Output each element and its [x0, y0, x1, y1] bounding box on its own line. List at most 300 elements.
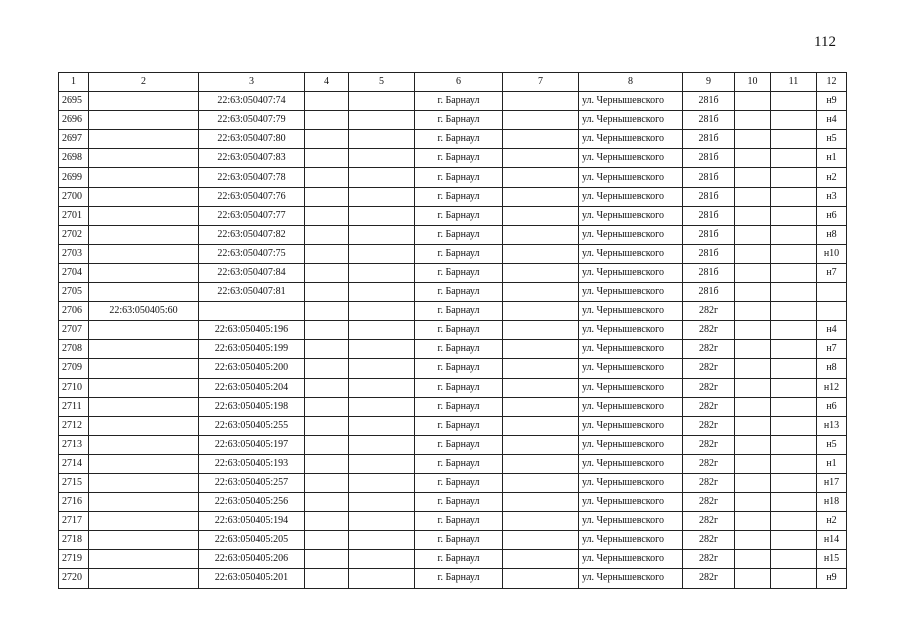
table-cell: 282г: [683, 397, 735, 416]
table-cell: [771, 187, 817, 206]
table-cell: [305, 512, 349, 531]
table-cell: 281б: [683, 244, 735, 263]
table-cell: н13: [817, 416, 847, 435]
table-cell: [771, 130, 817, 149]
table-cell: ул. Чернышевского: [579, 263, 683, 282]
table-cell: [735, 130, 771, 149]
table-cell: [735, 149, 771, 168]
table-cell: [349, 359, 415, 378]
table-cell: г. Барнаул: [415, 550, 503, 569]
table-cell: [735, 168, 771, 187]
table-cell: н2: [817, 512, 847, 531]
table-cell: 282г: [683, 531, 735, 550]
table-cell: [89, 416, 199, 435]
column-header: 10: [735, 73, 771, 92]
table-cell: ул. Чернышевского: [579, 92, 683, 111]
table-cell: г. Барнаул: [415, 321, 503, 340]
table-cell: ул. Чернышевского: [579, 493, 683, 512]
table-cell: [89, 359, 199, 378]
table-cell: [89, 283, 199, 302]
table-cell: [349, 493, 415, 512]
table-cell: 22:63:050405:198: [199, 397, 305, 416]
table-cell: 2715: [59, 473, 89, 492]
table-cell: г. Барнаул: [415, 473, 503, 492]
table-cell: [349, 130, 415, 149]
table-cell: [771, 302, 817, 321]
table-cell: ул. Чернышевского: [579, 512, 683, 531]
table-cell: ул. Чернышевского: [579, 302, 683, 321]
table-cell: ул. Чернышевского: [579, 206, 683, 225]
table-cell: [735, 244, 771, 263]
table-cell: 22:63:050405:196: [199, 321, 305, 340]
table-cell: г. Барнаул: [415, 92, 503, 111]
table-cell: 282г: [683, 435, 735, 454]
table-cell: [503, 321, 579, 340]
table-cell: [503, 359, 579, 378]
table-cell: г. Барнаул: [415, 302, 503, 321]
table-cell: [735, 206, 771, 225]
table-cell: г. Барнаул: [415, 531, 503, 550]
table-cell: [503, 206, 579, 225]
table-cell: 2709: [59, 359, 89, 378]
table-cell: [735, 111, 771, 130]
table-cell: [771, 111, 817, 130]
table-cell: 22:63:050405:60: [89, 302, 199, 321]
table-cell: 2707: [59, 321, 89, 340]
table-cell: г. Барнаул: [415, 512, 503, 531]
table-cell: [735, 454, 771, 473]
table-cell: [503, 454, 579, 473]
table-cell: [771, 454, 817, 473]
table-cell: г. Барнаул: [415, 225, 503, 244]
table-cell: [735, 435, 771, 454]
table-cell: [771, 531, 817, 550]
table-cell: 22:63:050407:78: [199, 168, 305, 187]
table-cell: [771, 340, 817, 359]
table-cell: г. Барнаул: [415, 340, 503, 359]
table-cell: [503, 435, 579, 454]
table-cell: [771, 378, 817, 397]
table-cell: [735, 283, 771, 302]
table-cell: г. Барнаул: [415, 168, 503, 187]
table-cell: [89, 187, 199, 206]
table-cell: [305, 321, 349, 340]
table-cell: 282г: [683, 302, 735, 321]
table-cell: н1: [817, 149, 847, 168]
table-cell: [735, 378, 771, 397]
table-cell: н2: [817, 168, 847, 187]
table-cell: г. Барнаул: [415, 206, 503, 225]
table-cell: 2696: [59, 111, 89, 130]
table-cell: 282г: [683, 512, 735, 531]
column-header: 3: [199, 73, 305, 92]
table-cell: 22:63:050405:255: [199, 416, 305, 435]
table-cell: 282г: [683, 378, 735, 397]
table-cell: [305, 340, 349, 359]
table-cell: [349, 550, 415, 569]
table-cell: г. Барнаул: [415, 130, 503, 149]
table-row: [59, 454, 847, 473]
table-cell: [89, 111, 199, 130]
table-cell: [735, 187, 771, 206]
column-header: 9: [683, 73, 735, 92]
table-cell: 281б: [683, 225, 735, 244]
table-cell: [89, 550, 199, 569]
table-cell: 282г: [683, 493, 735, 512]
table-cell: [305, 225, 349, 244]
table-cell: [349, 454, 415, 473]
table-cell: 281б: [683, 168, 735, 187]
table-cell: 282г: [683, 359, 735, 378]
table-cell: 282г: [683, 340, 735, 359]
table-cell: 22:63:050407:77: [199, 206, 305, 225]
table-cell: [349, 263, 415, 282]
table-cell: [89, 92, 199, 111]
table-cell: 22:63:050407:82: [199, 225, 305, 244]
table-cell: ул. Чернышевского: [579, 397, 683, 416]
table-row: [59, 531, 847, 550]
table-cell: ул. Чернышевского: [579, 111, 683, 130]
table-cell: 22:63:050405:201: [199, 569, 305, 588]
table-cell: [305, 454, 349, 473]
table-cell: 2708: [59, 340, 89, 359]
table-cell: [771, 321, 817, 340]
table-cell: [305, 569, 349, 588]
column-header: 7: [503, 73, 579, 92]
table-cell: [89, 340, 199, 359]
table-cell: [771, 359, 817, 378]
table-cell: [503, 130, 579, 149]
table-row: [59, 111, 847, 130]
table-cell: [771, 473, 817, 492]
table-cell: ул. Чернышевского: [579, 225, 683, 244]
table-cell: [349, 187, 415, 206]
table-cell: [305, 283, 349, 302]
table-cell: ул. Чернышевского: [579, 378, 683, 397]
table-cell: 22:63:050405:193: [199, 454, 305, 473]
table-cell: 282г: [683, 321, 735, 340]
table-cell: [89, 512, 199, 531]
table-cell: [89, 321, 199, 340]
column-header: 2: [89, 73, 199, 92]
table-cell: н5: [817, 130, 847, 149]
table-cell: [305, 359, 349, 378]
table-cell: [349, 473, 415, 492]
table-cell: [735, 569, 771, 588]
table-cell: г. Барнаул: [415, 397, 503, 416]
table-cell: [349, 512, 415, 531]
table-cell: [503, 263, 579, 282]
table-row: [59, 512, 847, 531]
table-cell: [349, 340, 415, 359]
table-cell: [89, 378, 199, 397]
column-header: 1: [59, 73, 89, 92]
table-cell: [735, 397, 771, 416]
table-cell: 2719: [59, 550, 89, 569]
table-cell: [89, 263, 199, 282]
column-header: 11: [771, 73, 817, 92]
table-cell: 22:63:050405:256: [199, 493, 305, 512]
table-cell: [771, 225, 817, 244]
table-cell: [503, 283, 579, 302]
table-cell: [349, 569, 415, 588]
table-row: [59, 283, 847, 302]
table-cell: [735, 263, 771, 282]
table-cell: 282г: [683, 569, 735, 588]
table-cell: ул. Чернышевского: [579, 168, 683, 187]
table-cell: [771, 397, 817, 416]
table-cell: ул. Чернышевского: [579, 321, 683, 340]
table-row: [59, 321, 847, 340]
table-cell: ул. Чернышевского: [579, 473, 683, 492]
table-cell: [89, 473, 199, 492]
table-cell: [503, 225, 579, 244]
table-cell: 22:63:050407:75: [199, 244, 305, 263]
table-cell: ул. Чернышевского: [579, 340, 683, 359]
table-cell: [735, 302, 771, 321]
table-cell: н3: [817, 187, 847, 206]
table-row: [59, 473, 847, 492]
table-cell: 281б: [683, 187, 735, 206]
table-cell: 281б: [683, 92, 735, 111]
table-cell: н12: [817, 378, 847, 397]
table-cell: [503, 416, 579, 435]
table-cell: [503, 168, 579, 187]
table-cell: н4: [817, 111, 847, 130]
table-row: [59, 435, 847, 454]
column-header: 6: [415, 73, 503, 92]
table-cell: н6: [817, 206, 847, 225]
table-cell: г. Барнаул: [415, 187, 503, 206]
table-cell: [349, 435, 415, 454]
table-cell: г. Барнаул: [415, 263, 503, 282]
table-cell: [349, 378, 415, 397]
page-number: 112: [814, 34, 836, 50]
table-cell: 2716: [59, 493, 89, 512]
table-cell: г. Барнаул: [415, 378, 503, 397]
table-cell: [349, 92, 415, 111]
table-cell: [735, 321, 771, 340]
table-cell: [305, 435, 349, 454]
table-cell: [503, 473, 579, 492]
table-cell: 282г: [683, 454, 735, 473]
table-cell: 282г: [683, 473, 735, 492]
table-cell: 22:63:050407:80: [199, 130, 305, 149]
table-cell: [771, 550, 817, 569]
table-cell: 2697: [59, 130, 89, 149]
table-cell: 281б: [683, 283, 735, 302]
table-cell: 2713: [59, 435, 89, 454]
table-cell: [503, 187, 579, 206]
table-cell: н6: [817, 397, 847, 416]
table-row: [59, 130, 847, 149]
table-cell: [89, 206, 199, 225]
table-cell: [771, 569, 817, 588]
table-cell: ул. Чернышевского: [579, 283, 683, 302]
table-cell: [503, 512, 579, 531]
table-cell: [771, 435, 817, 454]
table-cell: [349, 531, 415, 550]
table-cell: н8: [817, 359, 847, 378]
table-cell: [305, 187, 349, 206]
table-cell: 2704: [59, 263, 89, 282]
table-cell: 2714: [59, 454, 89, 473]
table-cell: [89, 454, 199, 473]
table-cell: ул. Чернышевского: [579, 359, 683, 378]
table-cell: [503, 531, 579, 550]
column-header: 12: [817, 73, 847, 92]
table-cell: [735, 225, 771, 244]
table-cell: г. Барнаул: [415, 283, 503, 302]
table-cell: 22:63:050405:199: [199, 340, 305, 359]
table-cell: 22:63:050405:194: [199, 512, 305, 531]
table-cell: [735, 512, 771, 531]
table-row: [59, 378, 847, 397]
table-row: [59, 187, 847, 206]
table-cell: [305, 130, 349, 149]
table-cell: [771, 512, 817, 531]
table-cell: [89, 168, 199, 187]
table-cell: 22:63:050405:197: [199, 435, 305, 454]
table-cell: [817, 302, 847, 321]
table-cell: 22:63:050407:83: [199, 149, 305, 168]
table-cell: [503, 397, 579, 416]
table-cell: [771, 283, 817, 302]
table-cell: [735, 550, 771, 569]
table-cell: [305, 244, 349, 263]
table-cell: 281б: [683, 263, 735, 282]
table-cell: 281б: [683, 206, 735, 225]
table-cell: 2705: [59, 283, 89, 302]
table-cell: ул. Чернышевского: [579, 435, 683, 454]
table-cell: [305, 263, 349, 282]
table-cell: 22:63:050407:74: [199, 92, 305, 111]
table-cell: [199, 302, 305, 321]
table-row: [59, 569, 847, 588]
table-row: [59, 397, 847, 416]
table-cell: [735, 359, 771, 378]
table-cell: 22:63:050407:79: [199, 111, 305, 130]
table-row: [59, 359, 847, 378]
table-cell: [771, 416, 817, 435]
table-cell: [735, 92, 771, 111]
table-cell: [305, 111, 349, 130]
table-cell: [503, 111, 579, 130]
table-cell: 22:63:050405:257: [199, 473, 305, 492]
table-cell: [503, 378, 579, 397]
table-cell: [771, 493, 817, 512]
table-cell: г. Барнаул: [415, 244, 503, 263]
table-cell: 2701: [59, 206, 89, 225]
table-cell: 2702: [59, 225, 89, 244]
column-header: 5: [349, 73, 415, 92]
table-cell: г. Барнаул: [415, 416, 503, 435]
table-cell: [89, 493, 199, 512]
table-cell: [503, 493, 579, 512]
table-cell: [735, 340, 771, 359]
table-cell: [503, 302, 579, 321]
table-row: [59, 206, 847, 225]
table-row: [59, 225, 847, 244]
table-cell: 2718: [59, 531, 89, 550]
table-cell: [89, 130, 199, 149]
table-cell: 22:63:050405:206: [199, 550, 305, 569]
table-cell: н7: [817, 263, 847, 282]
table-cell: [89, 397, 199, 416]
table-cell: [349, 206, 415, 225]
table-cell: [349, 111, 415, 130]
table-cell: [89, 435, 199, 454]
table-cell: [771, 149, 817, 168]
table-cell: 22:63:050405:200: [199, 359, 305, 378]
table-cell: [503, 340, 579, 359]
table-cell: [305, 168, 349, 187]
table-cell: ул. Чернышевского: [579, 454, 683, 473]
table-cell: 281б: [683, 130, 735, 149]
column-header: 4: [305, 73, 349, 92]
table-cell: [349, 397, 415, 416]
table-cell: [305, 206, 349, 225]
table-cell: ул. Чернышевского: [579, 244, 683, 263]
table-cell: 22:63:050407:84: [199, 263, 305, 282]
table-cell: г. Барнаул: [415, 435, 503, 454]
table-cell: [503, 550, 579, 569]
table-cell: н1: [817, 454, 847, 473]
table-cell: н15: [817, 550, 847, 569]
table-cell: г. Барнаул: [415, 454, 503, 473]
table-cell: 2698: [59, 149, 89, 168]
table-cell: [305, 493, 349, 512]
table-cell: [305, 473, 349, 492]
table-cell: 2711: [59, 397, 89, 416]
table-cell: н17: [817, 473, 847, 492]
table-cell: 2710: [59, 378, 89, 397]
table-cell: [735, 493, 771, 512]
table-cell: [735, 416, 771, 435]
table-cell: н7: [817, 340, 847, 359]
header-row: [59, 73, 847, 92]
table-cell: н9: [817, 92, 847, 111]
table-cell: ул. Чернышевского: [579, 149, 683, 168]
table-cell: 22:63:050407:81: [199, 283, 305, 302]
table-cell: 282г: [683, 416, 735, 435]
table-cell: [89, 149, 199, 168]
table-row: [59, 168, 847, 187]
table-row: [59, 149, 847, 168]
table-cell: [305, 92, 349, 111]
table-row: [59, 302, 847, 321]
table-cell: ул. Чернышевского: [579, 569, 683, 588]
table-cell: [305, 302, 349, 321]
table-cell: г. Барнаул: [415, 493, 503, 512]
table-cell: н5: [817, 435, 847, 454]
registry-table: [58, 72, 847, 589]
table-cell: [305, 149, 349, 168]
table-cell: 2712: [59, 416, 89, 435]
table-cell: 2717: [59, 512, 89, 531]
table-cell: [305, 531, 349, 550]
table-cell: [349, 283, 415, 302]
table-cell: [349, 321, 415, 340]
table-cell: [305, 378, 349, 397]
table-cell: ул. Чернышевского: [579, 531, 683, 550]
table-cell: [349, 168, 415, 187]
table-cell: [89, 244, 199, 263]
table-cell: 2700: [59, 187, 89, 206]
table-body: [59, 92, 847, 588]
table-cell: [349, 302, 415, 321]
table-cell: [503, 244, 579, 263]
